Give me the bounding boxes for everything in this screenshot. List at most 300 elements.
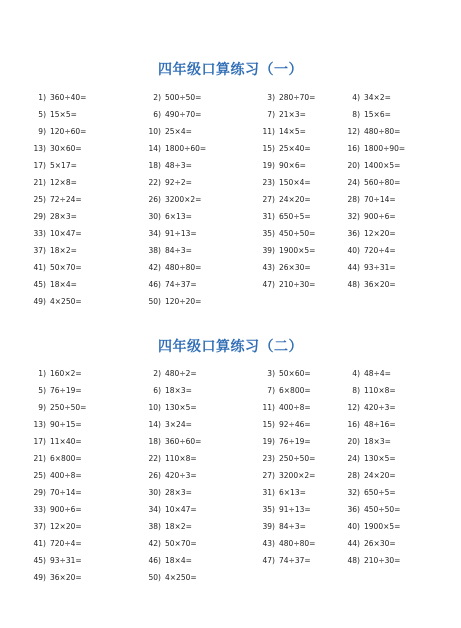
problem-item (338, 386, 396, 396)
problem-expression: 26×30= (364, 539, 396, 548)
problem-item (139, 178, 192, 188)
problem-row (38, 110, 458, 127)
problem-expression: 6×13= (165, 212, 192, 221)
problem-expression: 84÷3= (279, 522, 306, 531)
problem-expression: 360÷40= (50, 93, 87, 102)
problem-expression: 93÷31= (364, 263, 396, 272)
problem-expression: 650÷5= (279, 212, 311, 221)
problem-expression: 90÷15= (50, 420, 82, 429)
problem-number: 48) (347, 280, 360, 289)
problem-number: 34) (148, 229, 161, 238)
problem-item (338, 522, 400, 532)
problem-row (33, 161, 458, 178)
problem-expression: 650÷5= (364, 488, 396, 497)
problem-item (24, 454, 82, 464)
problem-item (139, 556, 192, 566)
problem-item (24, 386, 82, 396)
problem-expression: 5×17= (50, 161, 77, 170)
problem-expression: 3200×2= (279, 471, 316, 480)
problem-number: 6) (153, 110, 161, 119)
problem-number: 32) (347, 488, 360, 497)
problem-row (33, 144, 458, 161)
problem-number: 7) (267, 386, 275, 395)
problem-expression: 76÷19= (50, 386, 82, 395)
problem-item (338, 539, 396, 549)
problem-expression: 210÷30= (364, 556, 401, 565)
problem-expression: 25×40= (279, 144, 311, 153)
problem-item (24, 488, 82, 498)
problem-number: 18) (148, 161, 161, 170)
problem-expression: 400÷8= (50, 471, 82, 480)
problem-row (38, 403, 458, 420)
problem-number: 18) (148, 437, 161, 446)
problem-number: 35) (262, 505, 275, 514)
problem-item (24, 297, 82, 307)
problem-item (24, 127, 86, 137)
problem-item (338, 127, 400, 137)
problem-expression: 18×4= (50, 280, 77, 289)
problem-number: 4) (352, 369, 360, 378)
problem-expression: 420÷3= (165, 471, 197, 480)
problem-number: 39) (262, 246, 275, 255)
problem-number: 43) (262, 539, 275, 548)
problem-expression: 280÷70= (279, 93, 316, 102)
problem-expression: 14×5= (279, 127, 306, 136)
problem-item (139, 280, 197, 290)
problem-number: 11) (262, 403, 275, 412)
problem-grid (33, 369, 458, 590)
problem-number: 27) (262, 471, 275, 480)
problem-number: 4) (352, 93, 360, 102)
problem-item (24, 161, 77, 171)
problem-number: 16) (347, 420, 360, 429)
problem-item (338, 144, 405, 154)
problem-item (253, 454, 315, 464)
problem-item (338, 280, 396, 290)
problem-number: 1) (38, 93, 46, 102)
problem-number: 28) (347, 195, 360, 204)
problem-number: 23) (262, 178, 275, 187)
problem-number: 40) (347, 522, 360, 531)
problem-row (33, 488, 458, 505)
problem-item (253, 539, 315, 549)
problem-number: 25) (33, 195, 46, 204)
problem-expression: 210÷30= (279, 280, 316, 289)
problem-row (33, 212, 458, 229)
problem-expression: 120÷20= (165, 297, 202, 306)
problem-item (253, 246, 315, 256)
problem-number: 33) (33, 229, 46, 238)
problem-row (33, 573, 458, 590)
problem-expression: 400÷8= (279, 403, 311, 412)
problem-item (253, 144, 311, 154)
problem-number: 49) (33, 573, 46, 582)
problem-number: 46) (148, 280, 161, 289)
problem-row (33, 420, 458, 437)
problem-row (38, 386, 458, 403)
problem-expression: 18×4= (165, 556, 192, 565)
problem-row (33, 505, 458, 522)
problem-number: 29) (33, 212, 46, 221)
problem-number: 2) (153, 93, 161, 102)
problem-number: 13) (33, 144, 46, 153)
problem-item (338, 110, 391, 120)
problem-expression: 28×3= (165, 488, 192, 497)
problem-expression: 91÷13= (279, 505, 311, 514)
problem-number: 22) (148, 454, 161, 463)
problem-number: 50) (148, 297, 161, 306)
problem-expression: 1800÷90= (364, 144, 406, 153)
problem-item (139, 161, 192, 171)
problem-number: 44) (347, 263, 360, 272)
problem-item (338, 471, 396, 481)
problem-number: 9) (38, 127, 46, 136)
problem-item (338, 437, 391, 447)
problem-expression: 18×3= (364, 437, 391, 446)
problem-item (338, 454, 396, 464)
problem-item (139, 369, 197, 379)
problem-item (253, 263, 311, 273)
problem-expression: 6×800= (50, 454, 82, 463)
problem-item (253, 505, 311, 515)
problem-expression: 6×800= (279, 386, 311, 395)
problem-item (338, 246, 396, 256)
problem-expression: 130×5= (364, 454, 396, 463)
problem-item (139, 420, 192, 430)
problem-number: 20) (347, 161, 360, 170)
problem-item (24, 437, 82, 447)
problem-expression: 12×20= (50, 522, 82, 531)
problem-number: 5) (38, 386, 46, 395)
problem-item (24, 263, 82, 273)
problem-item (139, 471, 197, 481)
problem-expression: 450÷50= (364, 505, 401, 514)
problem-item (24, 110, 77, 120)
problem-expression: 1800÷60= (165, 144, 207, 153)
problem-expression: 48÷4= (364, 369, 391, 378)
problem-item (24, 573, 82, 583)
problem-number: 41) (33, 539, 46, 548)
problem-number: 19) (262, 161, 275, 170)
problem-number: 43) (262, 263, 275, 272)
problem-item (338, 263, 396, 273)
problem-number: 45) (33, 556, 46, 565)
problem-number: 50) (148, 573, 161, 582)
problem-item (253, 471, 315, 481)
problem-expression: 10×47= (165, 505, 197, 514)
problem-number: 3) (267, 93, 275, 102)
problem-expression: 11×40= (50, 437, 82, 446)
problem-number: 31) (262, 488, 275, 497)
problem-number: 21) (33, 454, 46, 463)
problem-item (253, 127, 306, 137)
problem-row (33, 522, 458, 539)
problem-row (38, 369, 458, 386)
problem-item (139, 454, 197, 464)
problem-expression: 50×60= (279, 369, 311, 378)
problem-number: 15) (262, 420, 275, 429)
problem-item (253, 110, 306, 120)
problem-item (338, 212, 396, 222)
problem-row (33, 229, 458, 246)
problem-number: 33) (33, 505, 46, 514)
problem-expression: 50×70= (50, 263, 82, 272)
problem-item (253, 403, 311, 413)
problem-row (33, 195, 458, 212)
problem-expression: 1900×5= (279, 246, 316, 255)
problem-expression: 420÷3= (364, 403, 396, 412)
problem-item (338, 403, 396, 413)
problem-item (253, 522, 306, 532)
problem-item (24, 195, 82, 205)
problem-expression: 24×20= (364, 471, 396, 480)
problem-number: 46) (148, 556, 161, 565)
problem-expression: 84÷3= (165, 246, 192, 255)
problem-item (139, 263, 201, 273)
problem-number: 14) (148, 144, 161, 153)
problem-expression: 4×250= (50, 297, 82, 306)
problem-expression: 250÷50= (50, 403, 87, 412)
problem-number: 47) (262, 556, 275, 565)
problem-number: 39) (262, 522, 275, 531)
problem-number: 23) (262, 454, 275, 463)
problem-number: 45) (33, 280, 46, 289)
problem-expression: 36×20= (364, 280, 396, 289)
problem-expression: 900÷6= (50, 505, 82, 514)
problem-number: 32) (347, 212, 360, 221)
problem-number: 44) (347, 539, 360, 548)
problem-expression: 72÷24= (50, 195, 82, 204)
problem-number: 48) (347, 556, 360, 565)
problem-expression: 93÷31= (50, 556, 82, 565)
problem-item (253, 93, 315, 103)
problem-expression: 21×3= (279, 110, 306, 119)
problem-expression: 36×20= (50, 573, 82, 582)
problem-row (33, 178, 458, 195)
problem-expression: 900÷6= (364, 212, 396, 221)
problem-number: 49) (33, 297, 46, 306)
problem-item (338, 178, 400, 188)
problem-number: 17) (33, 161, 46, 170)
problem-expression: 3200×2= (165, 195, 202, 204)
problem-expression: 130×5= (165, 403, 197, 412)
problem-item (24, 403, 86, 413)
problem-item (253, 280, 315, 290)
problem-number: 24) (347, 454, 360, 463)
problem-number: 24) (347, 178, 360, 187)
problem-expression: 74÷37= (279, 556, 311, 565)
problem-number: 42) (148, 263, 161, 272)
problem-number: 21) (33, 178, 46, 187)
problem-item (139, 488, 192, 498)
problem-number: 5) (38, 110, 46, 119)
problem-number: 2) (153, 369, 161, 378)
problem-number: 15) (262, 144, 275, 153)
problem-item (139, 297, 201, 307)
problem-item (253, 369, 311, 379)
problem-number: 8) (352, 386, 360, 395)
problem-number: 6) (153, 386, 161, 395)
problem-item (139, 403, 197, 413)
problem-expression: 24×20= (279, 195, 311, 204)
problem-number: 11) (262, 127, 275, 136)
problem-item (139, 127, 192, 137)
problem-number: 13) (33, 420, 46, 429)
problem-expression: 26×30= (279, 263, 311, 272)
problem-item (24, 369, 82, 379)
problem-expression: 110×8= (165, 454, 197, 463)
problem-expression: 30×60= (50, 144, 82, 153)
problem-item (338, 488, 396, 498)
problem-expression: 15×5= (50, 110, 77, 119)
problem-expression: 6×13= (279, 488, 306, 497)
problem-number: 1) (38, 369, 46, 378)
problem-number: 14) (148, 420, 161, 429)
problem-expression: 50×70= (165, 539, 197, 548)
problem-expression: 360÷60= (165, 437, 202, 446)
problem-item (139, 522, 192, 532)
worksheet-title: 四年级口算练习（二） (158, 339, 303, 355)
problem-number: 36) (347, 229, 360, 238)
problem-item (338, 229, 396, 239)
problem-number: 37) (33, 522, 46, 531)
problem-expression: 48÷16= (364, 420, 396, 429)
problem-expression: 48÷3= (165, 161, 192, 170)
problem-item (253, 178, 311, 188)
problem-number: 41) (33, 263, 46, 272)
problem-row (38, 93, 458, 110)
problem-row (33, 280, 458, 297)
problem-expression: 18×2= (165, 522, 192, 531)
problem-expression: 480÷80= (165, 263, 202, 272)
problem-item (139, 539, 197, 549)
problem-row (33, 556, 458, 573)
problem-item (24, 212, 77, 222)
problem-row (33, 471, 458, 488)
problem-number: 37) (33, 246, 46, 255)
problem-item (139, 195, 201, 205)
problem-item (338, 556, 400, 566)
problem-number: 30) (148, 488, 161, 497)
problem-expression: 160×2= (50, 369, 82, 378)
problem-expression: 25×4= (165, 127, 192, 136)
problem-row (33, 297, 458, 314)
problem-number: 12) (347, 127, 360, 136)
problem-number: 30) (148, 212, 161, 221)
problem-expression: 10×47= (50, 229, 82, 238)
problem-row (38, 127, 458, 144)
problem-number: 38) (148, 246, 161, 255)
problem-number: 20) (347, 437, 360, 446)
problem-item (24, 246, 77, 256)
problem-number: 22) (148, 178, 161, 187)
problem-number: 16) (347, 144, 360, 153)
problem-number: 27) (262, 195, 275, 204)
problem-item (139, 573, 197, 583)
problem-expression: 92÷46= (279, 420, 311, 429)
problem-item (24, 420, 82, 430)
problem-number: 7) (267, 110, 275, 119)
problem-number: 12) (347, 403, 360, 412)
problem-expression: 4×250= (165, 573, 197, 582)
problem-item (253, 386, 311, 396)
problem-number: 35) (262, 229, 275, 238)
problem-number: 31) (262, 212, 275, 221)
problem-row (33, 437, 458, 454)
problem-expression: 450÷50= (279, 229, 316, 238)
problem-expression: 18×3= (165, 386, 192, 395)
problem-item (24, 178, 77, 188)
problem-item (338, 195, 396, 205)
problem-item (253, 437, 311, 447)
problem-item (139, 110, 201, 120)
problem-item (139, 386, 192, 396)
problem-expression: 15×6= (364, 110, 391, 119)
problem-number: 8) (352, 110, 360, 119)
problem-expression: 120÷60= (50, 127, 87, 136)
problem-number: 40) (347, 246, 360, 255)
problem-number: 28) (347, 471, 360, 480)
problem-item (24, 229, 82, 239)
problem-grid (33, 93, 458, 314)
problem-item (24, 93, 86, 103)
problem-item (338, 93, 391, 103)
problem-expression: 490÷70= (165, 110, 202, 119)
problem-item (338, 161, 400, 171)
problem-item (338, 420, 396, 430)
problem-item (338, 369, 391, 379)
problem-expression: 720÷4= (50, 539, 82, 548)
problem-row (33, 263, 458, 280)
problem-expression: 250÷50= (279, 454, 316, 463)
problem-item (139, 229, 197, 239)
problem-number: 17) (33, 437, 46, 446)
problem-number: 9) (38, 403, 46, 412)
problem-expression: 90×6= (279, 161, 306, 170)
problem-item (24, 522, 82, 532)
problem-expression: 74÷37= (165, 280, 197, 289)
problem-item (24, 280, 77, 290)
problem-item (24, 471, 82, 481)
problem-expression: 110×8= (364, 386, 396, 395)
worksheet-title: 四年级口算练习（一） (158, 62, 303, 78)
problem-item (253, 212, 311, 222)
problem-number: 36) (347, 505, 360, 514)
problem-item (24, 144, 82, 154)
problem-expression: 12×20= (364, 229, 396, 238)
problem-item (139, 246, 192, 256)
problem-item (139, 144, 206, 154)
problem-number: 10) (148, 127, 161, 136)
problem-item (253, 420, 311, 430)
problem-number: 47) (262, 280, 275, 289)
problem-number: 19) (262, 437, 275, 446)
problem-expression: 3×24= (165, 420, 192, 429)
problem-expression: 92÷2= (165, 178, 192, 187)
problem-expression: 12×8= (50, 178, 77, 187)
problem-number: 29) (33, 488, 46, 497)
problem-expression: 150×4= (279, 178, 311, 187)
problem-expression: 70÷14= (364, 195, 396, 204)
problem-expression: 560÷80= (364, 178, 401, 187)
problem-item (253, 488, 306, 498)
problem-expression: 76÷19= (279, 437, 311, 446)
problem-item (24, 556, 82, 566)
problem-item (253, 229, 315, 239)
problem-number: 25) (33, 471, 46, 480)
problem-item (139, 93, 201, 103)
problem-expression: 70÷14= (50, 488, 82, 497)
